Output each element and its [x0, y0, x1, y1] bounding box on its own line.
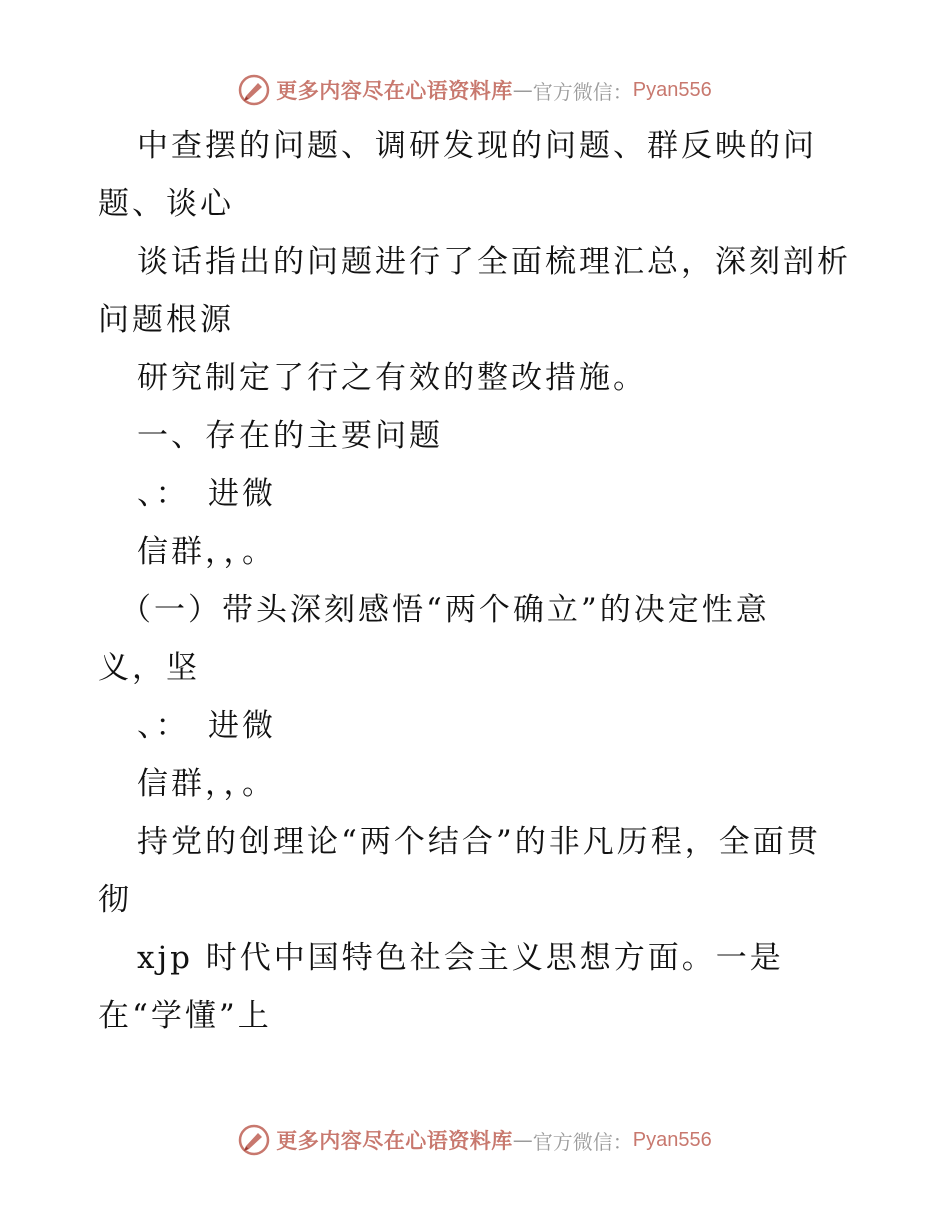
header-watermark — [0, 70, 950, 110]
text-line-13: 持党的创理论“两个结合”的非凡历程，全面贯 — [137, 824, 821, 860]
watermark-wechat-label: 官方微信： — [532, 1129, 633, 1154]
watermark-dash: — — [512, 78, 533, 102]
text-line-16: 在“学懂”上 — [98, 998, 272, 1034]
watermark-wechat-label: 官方微信： — [532, 79, 633, 104]
text-line-7: 、： 进微 — [137, 476, 276, 512]
section-heading: 一、存在的主要问题 — [137, 418, 443, 454]
text-line-12: 信群，，。 — [137, 766, 276, 802]
watermark-dash: — — [512, 1128, 533, 1152]
watermark-brand: 更多内容尽在心语资料库 — [276, 1128, 513, 1153]
pen-logo-icon — [238, 1124, 270, 1156]
pen-logo-icon — [238, 74, 270, 106]
text-line-1: 中查摆的问题、调研发现的问题、群反映的问 — [137, 128, 817, 164]
text-line-8: 信群，，。 — [137, 534, 276, 570]
text-line-5: 研究制定了行之有效的整改措施。 — [137, 360, 647, 396]
watermark-wechat-id: Pyan556 — [632, 78, 712, 101]
text-line-11: 、： 进微 — [137, 708, 276, 744]
text-line-4: 问题根源 — [98, 302, 234, 338]
text-line-14: 彻 — [98, 882, 132, 918]
footer-watermark — [0, 1120, 950, 1160]
watermark-brand: 更多内容尽在心语资料库 — [276, 78, 513, 103]
watermark-wechat-id: Pyan556 — [632, 1128, 712, 1151]
text-line-15: xjp 时代中国特色社会主义思想方面。一是 — [137, 940, 784, 976]
text-line-10: 义，坚 — [98, 650, 200, 686]
text-line-2: 题、谈心 — [98, 186, 234, 222]
text-line-3: 谈话指出的问题进行了全面梳理汇总，深刻剖析 — [137, 244, 851, 280]
subsection-heading: （一）带头深刻感悟“两个确立”的决定性意 — [120, 592, 770, 628]
